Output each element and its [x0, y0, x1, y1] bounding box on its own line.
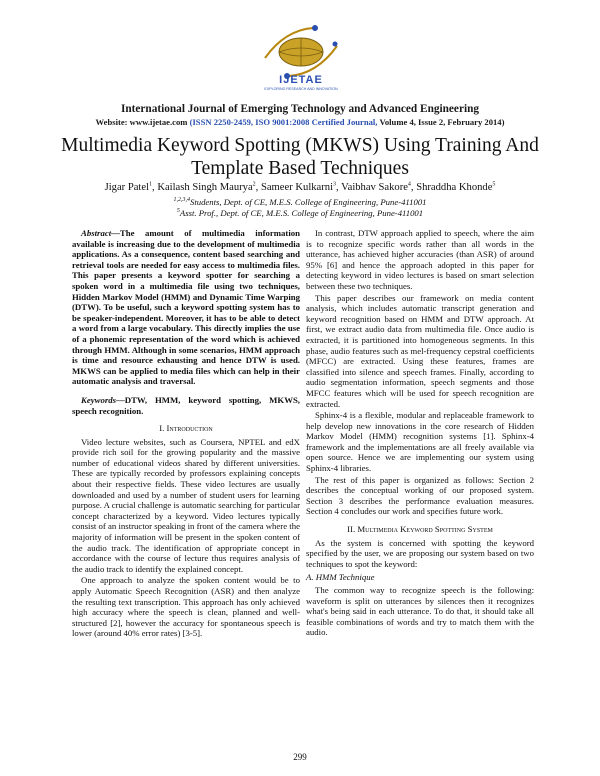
author-name: Jigar Patel [104, 182, 150, 193]
logo-text: IJETAE [279, 74, 323, 86]
author-name: Sameer Kulkarni [260, 182, 334, 193]
issn-text: (ISSN 2250-2459, ISO 9001:2008 Certified Journal, [189, 117, 378, 127]
page-number: 299 [293, 752, 307, 762]
section-heading-mkws: II. Multimedia Keyword Spotting System [347, 524, 493, 535]
section-heading-introduction: I. Introduction [159, 423, 213, 434]
author-sup: 5 [492, 181, 496, 188]
affiliation-1: $^{1,2,3,4}$Students, Dept. of CE, M.E.S. College of Engineering, Pune-411001 [173, 197, 427, 207]
ijetae-logo [255, 22, 347, 92]
left-column [72, 228, 300, 640]
author-sup: 1 [149, 181, 153, 188]
affiliation-2-sup: 5 [176, 208, 180, 215]
paragraph: This paper describes our framework on media content analysis, which includes automatic transcript generation and keyword recognition based on HMM and DTW approach. At first, we extract audio data from multimedia file. Once audio is extracted, it is partitioned into homogeneous segments. In this phase, audio features such as mel-frequency cepstral coefficients (MFCC) are extracted. Using these features, frames are classified into silence and speech frames. Finally, according to audio segmentation information, speech segments and those MFCC features which will be used for speech recognition are extracted. [306, 292, 534, 409]
author-list: Jigar Patel$^1$, Kailash Singh Maurya$^2$, Sameer Kulkarni$^3$, Vaibhav Sakore$^4$, Shraddha Khonde$^5$ [104, 181, 496, 193]
paragraph: The rest of this paper is organized as follows: Section 2 describes the conceptual working of our proposed system. Section 3 describes the performance evaluation measures. Section 4 concludes our work and specifies future work. [306, 474, 534, 517]
paragraph: Video lecture websites, such as Coursera, NPTEL and edX provide rich soil for the growing popularity and the massive number of educational videos shared by different universities. These are typically recorded by professors explaining concepts about their respective fields. These video lectures are usually downloaded and used by a number of student users for learning purpose. A crucial challenge is automatic searching for particular concept characterized by a keyword. Video lectures typically consist of an instructor speaking in front of the camera where the majority of information will be present in the spoken content of the audio track. The identification of appropriate concept in accordance with the course of lecture thus requires analysis of the audio track to identify the explained concept. [72, 436, 300, 574]
author-sup: 4 [407, 181, 411, 188]
author-name: Vaibhav Sakore [341, 182, 408, 193]
author-name: Kailash Singh Maurya [157, 182, 253, 193]
paragraph: The common way to recognize speech is the following: waveform is split on utterances by silences then it recognizes what's being said in each utterance. To do that, it should take all feasible combinations of words and try to match them with the audio. [306, 585, 534, 638]
paragraph: As the system is concerned with spotting the keyword specified by the user, we are proposing our system based on two techniques to spot the keyword: [306, 537, 534, 569]
paragraph: One approach to analyze the spoken content would be to apply Automatic Speech Recognition (ASR) and then analyze the resulting text transcription. This approach has only achieved high accuracy where the speech is clean, planned and well-structured [2], however the accuracy for spontaneous speech is lower (around 40% error rates) [3-5]. [72, 575, 300, 639]
paragraph: In contrast, DTW approach applied to speech, where the aim is to recognize specific words rather than all words in the utterance, has achieved higher accuracies (than ASR) of around 95% [6] and hence the approach adopted in this paper for detecting keyword in video lectures is based on smart selection between these two techniques. [306, 228, 534, 291]
right-column [306, 228, 534, 639]
affiliation-2: $^5$Asst. Prof., Dept. of CE, M.E.S. College of Engineering, Pune-411001 [176, 208, 424, 218]
keywords: Keywords—DTW, HMM, keyword spotting, MKWS, speech recognition. [72, 394, 300, 416]
globe-icon [265, 25, 338, 79]
subsection-heading-hmm: A. HMM Technique [306, 572, 375, 583]
journal-name: International Journal of Emerging Technology and Advanced Engineering [120, 103, 480, 115]
paper-title: Multimedia Keyword Spotting (MKWS) Using Training And Template Based Techniques [61, 135, 539, 179]
website-label[interactable]: Website: www.ijetae.com [95, 117, 188, 127]
author-name: Shraddha Khonde [416, 182, 493, 193]
keywords-label: Keywords [81, 394, 116, 405]
abstract: Abstract—The amount of multimedia information available is increasing due to the development of multimedia applications. As a consequence, content based searching and retrieval tools are needed for easy access to multimedia files. This paper presents a keyword spotter for searching a spoken word in a multimedia file using two techniques, Hidden Markov Model (HMM) and Dynamic Time Warping (DTW). To be useful, such a keyword spotting system has to be speaker-independent. Moreover, it has to be able to detect a word from a large vocabulary. This directly implies the use of a phonemic representation of the word which is achieved through HMM. Although in some scenarios, HMM approach is time and resource exhausting and hence DTW is used. MKWS can be applied to media files which can help in their automatic analysis and traversal. [72, 228, 300, 387]
abstract-label: Abstract [81, 228, 112, 238]
paragraph: Sphinx-4 is a flexible, modular and replaceable framework to help develop new innovations in the core research of Hidden Markov Model (HMM) recognition systems [1]. Sphinx-4 framework and the implementations are all freely available via open source. Hence we are implementing our system using Sphinx-4 libraries. [306, 410, 534, 474]
volume-text: Volume 4, Issue 2, February 2014) [379, 117, 505, 127]
journal-info [0, 117, 600, 127]
logo-tagline: EXPLORING RESEARCH AND INNOVATION [264, 87, 338, 91]
affiliation-1-sup: 1,2,3,4 [173, 197, 190, 204]
author-sup: 2 [252, 181, 256, 188]
author-sup: 3 [333, 181, 337, 188]
